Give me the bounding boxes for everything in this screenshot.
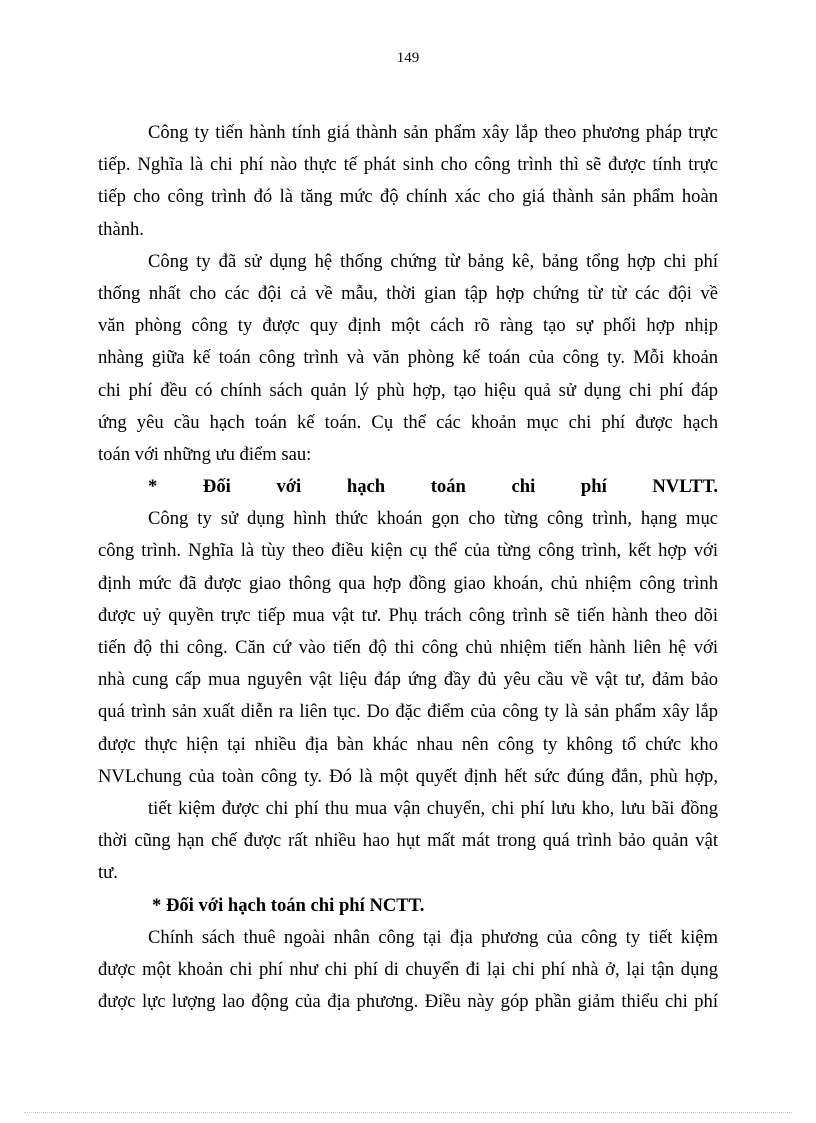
text-line: định mức đã được giao thông qua hợp đồng giao khoán, chủ nhiệm công trình [98,572,718,594]
text-line: thành. [98,218,144,240]
text-line: thời cũng hạn chế được rất nhiều hao hụt mất mát trong quá trình bảo quản vật [98,830,718,852]
text-line: tiến độ thi công. Căn cứ vào tiến độ thi công chủ nhiệm tiến hành liên hệ với [98,637,718,658]
text-line: được thực hiện tại nhiều địa bàn khác nhau nên công ty không tổ chức kho [98,733,718,755]
text-line: Công ty tiến hành tính giá thành sản phẩm xây lắp theo phương pháp trực [148,122,718,143]
text-line: Công ty sử dụng hình thức khoán gọn cho từng công trình, hạng mục [148,508,718,530]
page-number: 149 [396,50,420,66]
text-line: nhàng giữa kế toán công trình và văn phòng kế toán của công ty. Mỗi khoản [98,347,718,369]
text-line: quá trình sản xuất diễn ra liên tục. Do đặc điểm của công ty là sản phẩm xây lắp [98,701,718,723]
page-bottom-divider [24,1112,792,1113]
document-body [98,117,718,1018]
text-line: công trình. Nghĩa là tùy theo điều kiện cụ thể của từng công trình, kết hợp với [98,540,718,562]
text-line: thống nhất cho các đội cả về mẫu, thời gian tập hợp chứng từ từ các đội về [98,282,718,304]
text-line: tiết kiệm được chi phí thu mua vận chuyển, chi phí lưu kho, lưu bãi đồng [148,797,718,819]
text-line: văn phòng công ty được quy định một cách rõ ràng tạo sự phối hợp nhịp [98,315,718,337]
text-line: toán với những ưu điểm sau: [98,443,312,465]
paragraph [98,117,718,246]
text-line: được lực lượng lao động của địa phương. Điều này góp phần giảm thiểu chi phí [98,991,718,1013]
text-line: tiếp. Nghĩa là chi phí nào thực tế phát sinh cho công trình thì sẽ được tính trực [98,154,718,176]
text-line: nhà cung cấp mua nguyên vật liệu đáp ứng đầy đủ yêu cầu về vật tư, đảm bảo [98,669,718,691]
paragraph [98,922,718,1019]
text-line: Chính sách thuê ngoài nhân công tại địa phương của công ty tiết kiệm [148,926,718,948]
paragraph [98,793,718,890]
text-line: tư. [98,862,118,884]
paragraph [98,246,718,471]
text-line: chi phí đều có chính sách quản lý phù hợp, tạo hiệu quả sử dụng chi phí đáp [98,379,718,401]
text-line: NVLchung của toàn công ty. Đó là một quyết định hết sức đúng đắn, phù hợp, [98,765,718,787]
text-line: tiếp cho công trình đó là tăng mức độ chính xác cho giá thành sản phẩm hoàn [98,186,718,208]
text-line: ứng yêu cầu hạch toán kế toán. Cụ thể các khoản mục chi phí được hạch [98,411,718,433]
paragraph [98,503,718,793]
section-heading-nvltt: * Đối với hạch toán chi phí NVLTT. [148,476,718,498]
text-line: được một khoản chi phí như chi phí di chuyển đi lại chi phí nhà ở, lại tận dụng [98,958,718,980]
text-line: được uỷ quyền trực tiếp mua vật tư. Phụ trách công trình sẽ tiến hành theo dõi [98,604,718,626]
section-heading-nctt: * Đối với hạch toán chi phí NCTT. [152,894,425,916]
text-line: Công ty đã sử dụng hệ thống chứng từ bảng kê, bảng tổng hợp chi phí [148,250,718,272]
